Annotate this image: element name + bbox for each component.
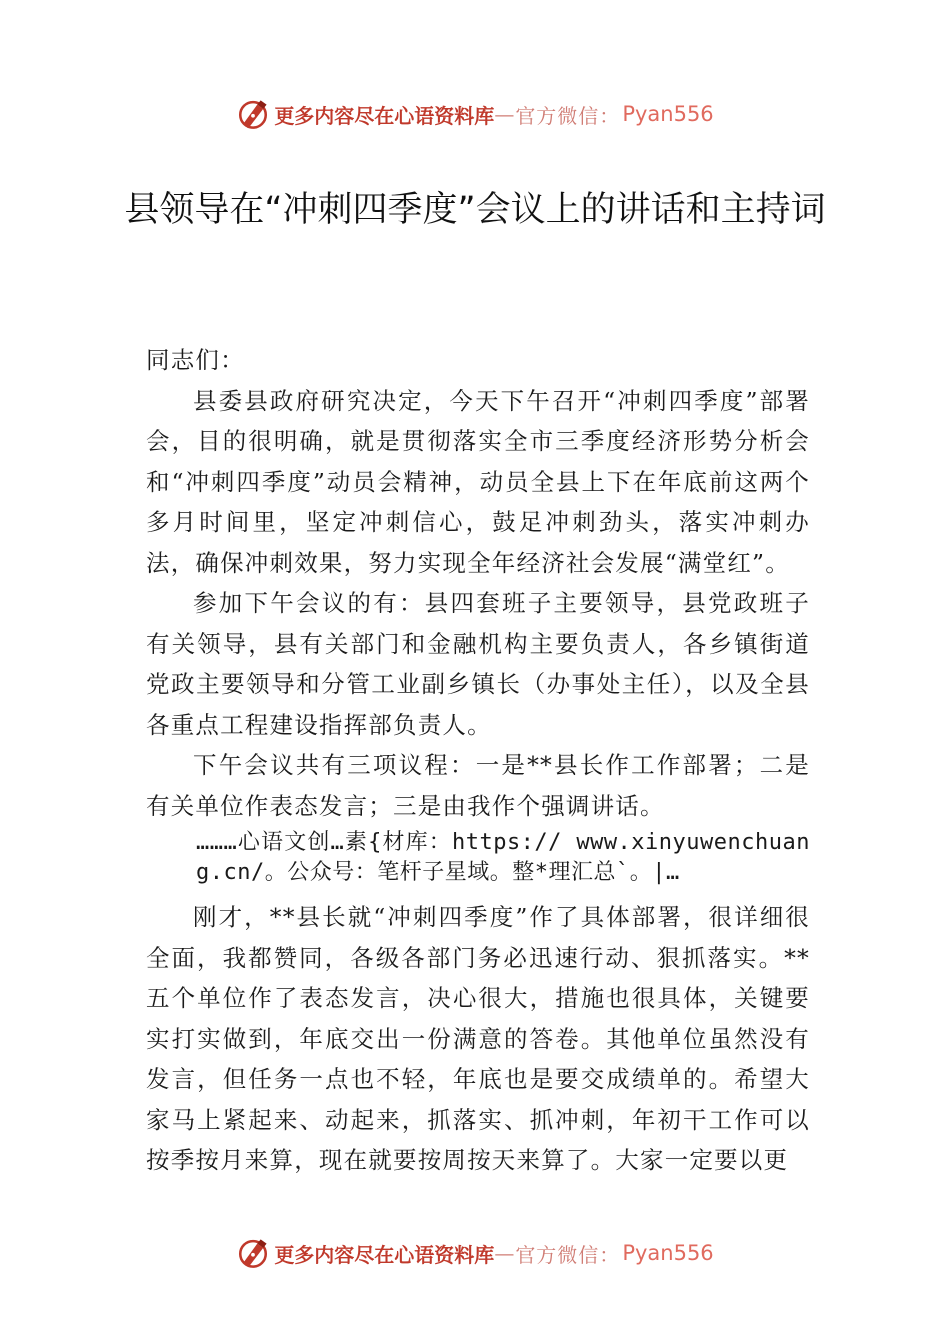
document-body: [146, 340, 810, 1181]
paragraph-closing: 刚才，**县长就“冲刺四季度”作了具体部署，很详细很全面，我都赞同，各级各部门务必迅速行动、狠抓落实。**五个单位作了表态发言，决心很大，措施也很具体，关键要实打实做到，年底交出一份满意的答卷。其他单位虽然没有发言，但任务一点也不轻，年底也是要交成绩单的。希望大家马上紧起来、动起来，抓落实、抓冲刺，年初干工作可以 按季按月来算，现在就要按周按天来算了。大家一定要以更: [146, 903, 810, 1174]
paragraph-attendees: 参加下午会议的有：县四套班子主要领导，县党政班子有关领导，县有关部门和金融机构主要负责人，各乡镇街道党政主要领导和分管工业副乡镇长（办事处主任），以及全县各重点工程建设指挥部负责人。: [146, 589, 810, 739]
footer-account: Pyan556: [622, 1241, 714, 1265]
document-title: 县领导在“冲刺四季度”会议上的讲话和主持词: [124, 190, 826, 230]
paragraph-agenda: 下午会议共有三项议程：一是**县长作工作部署；二是有关单位作表态发言；三是由我作个强调讲话。: [146, 751, 810, 820]
salutation: 同志们：: [146, 346, 245, 374]
footer-wechat-label: 官方微信：: [515, 1242, 621, 1267]
footer-banner: [0, 1233, 950, 1273]
pen-nib-logo-icon: [236, 97, 270, 131]
banner-brand-text: 更多内容尽在心语资料库: [274, 103, 495, 128]
banner-wechat-label: 官方微信：: [515, 103, 621, 128]
paragraph-purpose: 县委县政府研究决定，今天下午召开“冲刺四季度”部署会，目的很明确，就是贯彻落实全市三季度经济形势分析会和“冲刺四季度”动员会精神，动员全县上下在年底前这两个多月时间里，坚定冲刺信心，鼓足冲刺劲头，落实冲刺办法，确保冲刺效果，努力实现全年经济社会发展“满堂红”。: [146, 386, 810, 577]
header-banner: [0, 94, 950, 134]
banner-separator: —: [494, 102, 516, 126]
banner-account: Pyan556: [622, 102, 714, 126]
footer-separator: —: [494, 1241, 516, 1265]
source-watermark-snippet: ………心语文创…素{材库：https:// www.xinyuwenchuang.cn/。公众号：笔杆子星域。整*理汇总`。|…: [196, 830, 810, 885]
footer-brand-text: 更多内容尽在心语资料库: [274, 1242, 495, 1267]
pen-nib-logo-icon: [236, 1236, 270, 1270]
